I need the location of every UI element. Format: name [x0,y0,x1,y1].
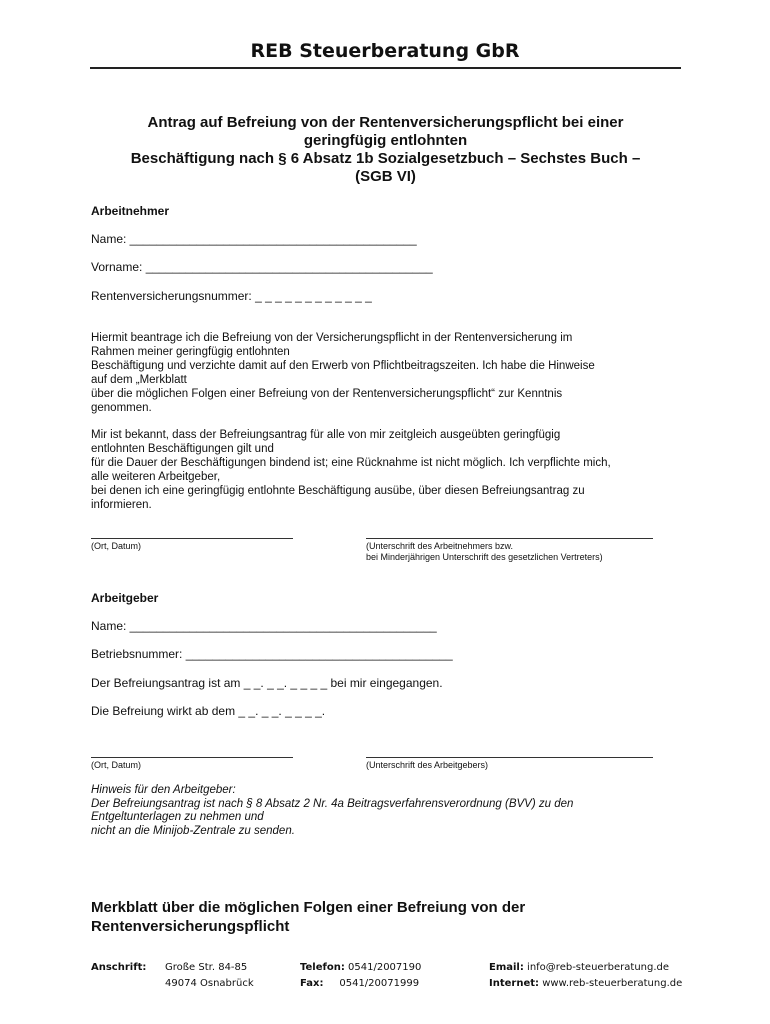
merkblatt-line: Rentenversicherungspflicht [91,918,290,935]
employer-place-date-line[interactable] [91,757,293,758]
paragraph-line: Beschäftigung und verzichte damit auf den Erwerb von Pflichtbeitragszeiten. Ich habe die Hinweise [91,360,595,372]
footer-city: 49074 Osnabrück [165,978,254,989]
merkblatt-line: Merkblatt über die möglichen Folgen einer Befreiung von der [91,899,526,916]
paragraph-line: für die Dauer der Beschäftigungen bindend ist; eine Rücknahme ist nicht möglich. Ich verpflichte mich, [91,457,611,469]
form-title [90,114,681,186]
paragraph-line: Hiermit beantrage ich die Befreiung von der Versicherungspflicht in der Rentenversicherung im [91,332,573,344]
effective-date-field[interactable]: Die Befreiung wirkt ab dem _ _. _ _. _ _ _ _. [91,704,326,718]
employee-signature-label-1: (Unterschrift des Arbeitnehmers bzw. [366,541,514,551]
paragraph-line: informieren. [91,499,152,511]
paragraph-line: alle weiteren Arbeitgeber, [91,471,221,483]
pension-number-field[interactable]: Rentenversicherungsnummer: _ _ _ _ _ _ _ _ _ _ _ _ [91,289,372,303]
declaration-paragraph-1 [91,331,691,415]
note-line: Entgeltunterlagen zu nehmen und [91,811,264,823]
footer-fax: Fax: 0541/20071999 [300,978,420,989]
employee-place-date-label: (Ort, Datum) [91,541,142,551]
employer-note [91,784,573,838]
header-rule [90,67,681,69]
paragraph-line: Rahmen meiner geringfügig entlohnten [91,346,290,358]
paragraph-line: Mir ist bekannt, dass der Befreiungsantrag für alle von mir zeitgleich ausgeübten geringfügig [91,429,561,441]
employee-signature-label-2: bei Minderjährigen Unterschrift des gesetzlichen Vertreters) [366,552,603,562]
footer-address-label: Anschrift: [91,962,147,973]
employee-vorname-field[interactable]: Vorname: ___________________________________________ [91,260,433,274]
footer-website[interactable]: Internet: www.reb-steuerberatung.de [489,978,683,989]
employer-signature-label: (Unterschrift des Arbeitgebers) [366,760,489,770]
footer-phone: Telefon: 0541/2007190 [300,962,422,973]
paragraph-line: auf dem „Merkblatt [91,374,187,386]
employer-name-field[interactable]: Name: ______________________________________________ [91,619,437,633]
title-line: Beschäftigung nach § 6 Absatz 1b Sozialgesetzbuch – Sechstes Buch – [130,150,641,167]
declaration-paragraph-2 [91,428,691,512]
employer-signature-line[interactable] [366,757,653,758]
title-line: Antrag auf Befreiung von der Rentenversicherungspflicht bei einer [147,114,624,131]
merkblatt-heading [91,898,525,936]
note-line: nicht an die Minijob-Zentrale zu senden. [91,824,295,837]
employer-place-date-label: (Ort, Datum) [91,760,142,770]
footer-email[interactable]: Email: info@reb-steuerberatung.de [489,962,670,973]
paragraph-line: genommen. [91,402,152,414]
note-line: Der Befreiungsantrag ist nach § 8 Absatz 2 Nr. 4a Beitragsverfahrensverordnung (BVV) zu den [91,797,574,810]
paragraph-line: über die möglichen Folgen einer Befreiung von der Rentenversicherungspflicht“ zur Kenntnis [91,388,563,400]
employee-place-date-line[interactable] [91,538,293,539]
title-line: geringfügig entlohnten [303,132,468,149]
title-line: (SGB VI) [355,168,416,185]
note-line: Hinweis für den Arbeitgeber: [91,784,236,796]
employee-heading: Arbeitnehmer [91,204,170,218]
employee-signature-line[interactable] [366,538,653,539]
employer-heading: Arbeitgeber [91,591,159,605]
receipt-date-field[interactable]: Der Befreiungsantrag ist am _ _. _ _. _ _ _ _ bei mir eingegangen. [91,676,443,690]
paragraph-line: entlohnten Beschäftigungen gilt und [91,443,274,455]
paragraph-line: bei denen ich eine geringfügig entlohnte Beschäftigung ausübe, über diesen Befreiungsantrag zu [91,485,585,497]
footer-street: Große Str. 84-85 [165,962,248,973]
employee-name-field[interactable]: Name: ___________________________________________ [91,232,417,246]
company-number-field[interactable]: Betriebsnummer: ________________________________________ [91,647,453,661]
company-name: REB Steuerberatung GbR [250,40,520,62]
